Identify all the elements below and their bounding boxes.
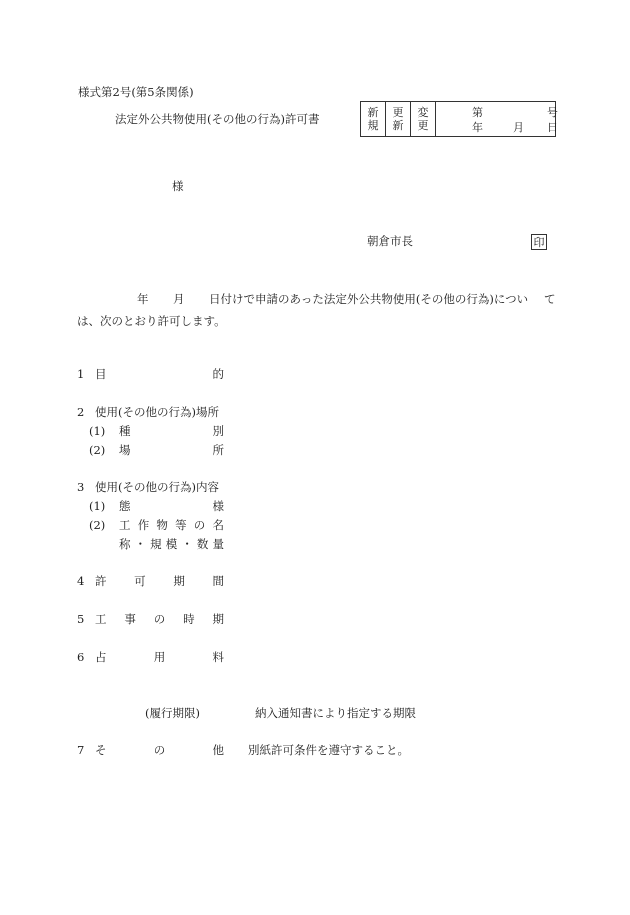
item-3-1-number: (1) <box>89 499 106 513</box>
item-2-2-number: (2) <box>89 443 106 457</box>
label-char: ・ <box>181 537 193 551</box>
item-1-number: 1 <box>77 367 85 381</box>
item-3-number: 3 <box>77 480 85 494</box>
item-6-number: 6 <box>77 650 85 664</box>
label-char: 等 <box>175 518 187 532</box>
deadline-label: (履行期限) <box>145 706 200 720</box>
label-char: の <box>153 743 166 757</box>
kind-change-cell[interactable] <box>411 102 436 136</box>
label-char: 料 <box>212 650 224 664</box>
date-day: 日 <box>547 121 558 134</box>
label-char: 態 <box>119 499 131 513</box>
label-char: そ <box>95 743 107 757</box>
label-char: 間 <box>212 574 224 588</box>
header-box <box>360 101 556 137</box>
label-char: の <box>153 612 166 626</box>
body-year: 年 <box>137 292 149 306</box>
item-2-number: 2 <box>77 405 85 419</box>
label-char: 模 <box>165 537 178 551</box>
kind-char: 変 <box>417 106 429 119</box>
item-3-2-label-line2 <box>119 539 224 551</box>
issuer: 朝倉市長 <box>367 234 413 248</box>
label-char: 事 <box>124 612 136 626</box>
label-char: ・ <box>134 537 147 551</box>
label-char: 目 <box>95 367 107 381</box>
kind-char: 新 <box>392 119 404 132</box>
item-3-2-number: (2) <box>89 518 106 532</box>
label-char: 数 <box>196 537 209 551</box>
label-char: 種 <box>119 424 131 438</box>
item-4-label <box>95 576 224 588</box>
label-char: 期 <box>212 612 224 626</box>
label-char: 規 <box>150 537 162 551</box>
kind-renewal-cell[interactable] <box>386 102 411 136</box>
label-char: 他 <box>212 743 224 757</box>
item-3-1-label <box>119 501 224 513</box>
label-char: 時 <box>183 612 195 626</box>
label-char: 作 <box>137 518 150 532</box>
date-year: 年 <box>472 121 483 134</box>
number-go: 号 <box>547 106 558 119</box>
kind-new-cell[interactable] <box>361 102 386 136</box>
item-2-2-label <box>119 445 224 457</box>
body-line2: は、次のとおり許可します。 <box>77 314 226 328</box>
body-month: 月 <box>173 292 185 306</box>
kind-char: 更 <box>417 119 429 132</box>
label-char: 許 <box>95 574 107 588</box>
item-3-2-label-line1 <box>119 520 224 532</box>
label-char: 名 <box>212 518 224 532</box>
seal-mark: 印 <box>531 234 547 250</box>
item-2-1-number: (1) <box>89 424 106 438</box>
label-char: 的 <box>212 367 224 381</box>
label-char: 期 <box>173 574 185 588</box>
label-char: 様 <box>212 499 224 513</box>
item-5-label <box>95 614 224 626</box>
item-2-1-label <box>119 426 224 438</box>
label-char: 工 <box>95 612 107 626</box>
label-char: 工 <box>119 518 131 532</box>
body-line1-end: て <box>544 292 556 306</box>
number-dai: 第 <box>472 106 483 119</box>
item-5-number: 5 <box>77 612 85 626</box>
label-char: 場 <box>119 443 131 457</box>
item-6-label <box>95 652 224 664</box>
kind-char: 新 <box>367 106 379 119</box>
item-7-label <box>95 745 224 757</box>
label-char: 可 <box>134 574 146 588</box>
kind-char: 規 <box>367 119 379 132</box>
label-char: の <box>193 518 206 532</box>
label-char: 量 <box>212 537 224 551</box>
item-2-label: 使用(その他の行為)場所 <box>95 405 219 419</box>
form-number: 様式第2号(第5条関係) <box>78 85 194 99</box>
label-char: 物 <box>156 518 168 532</box>
body-line1: 日付けで申請のあった法定外公共物使用(その他の行為)につい <box>209 292 529 306</box>
deadline-value: 納入通知書により指定する期限 <box>255 706 416 720</box>
item-7-value: 別紙許可条件を遵守すること。 <box>248 743 409 757</box>
item-7-number: 7 <box>77 743 85 757</box>
label-char: 所 <box>212 443 224 457</box>
label-char: 用 <box>153 650 166 664</box>
number-date-cell[interactable] <box>436 102 558 136</box>
addressee-suffix: 様 <box>172 179 184 193</box>
label-char: 称 <box>119 537 131 551</box>
kind-char: 更 <box>392 106 404 119</box>
document-title: 法定外公共物使用(その他の行為)許可書 <box>115 112 320 126</box>
item-4-number: 4 <box>77 574 85 588</box>
item-1-label <box>95 369 224 381</box>
label-char: 占 <box>95 650 107 664</box>
date-month: 月 <box>513 121 524 134</box>
label-char: 別 <box>212 424 224 438</box>
item-3-label: 使用(その他の行為)内容 <box>95 480 219 494</box>
